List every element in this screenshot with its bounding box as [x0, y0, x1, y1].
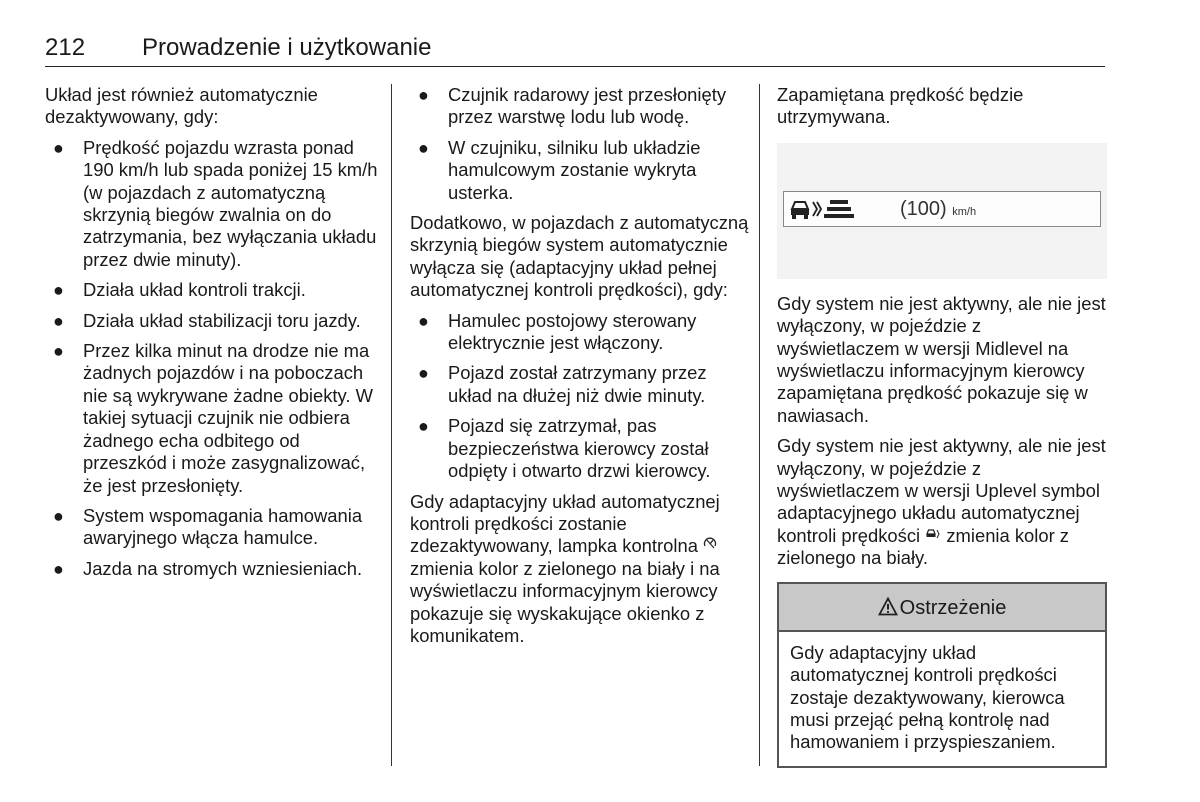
- page-number: 212: [45, 34, 86, 61]
- uplevel-paragraph: [777, 435, 1107, 569]
- bullet-icon: ●: [418, 137, 429, 158]
- intro-paragraph: Układ jest również automatycznie dezaktywowany, gdy:: [45, 84, 318, 128]
- bullet-icon: ●: [53, 137, 64, 158]
- list-item: [45, 310, 385, 332]
- control-lamp-paragraph: [410, 491, 750, 648]
- list-item-text: Prędkość pojazdu wzrasta ponad 190 km/h lub spada poniżej 15 km/h (w pojazdach z automatyczną skrzynią biegów zwalnia on do zatrzymania, bez wyłączania układu przez dwie minuty).: [83, 136, 378, 270]
- adaptive-cruise-icon: [788, 197, 822, 221]
- bullet-icon: ●: [53, 310, 64, 331]
- driver-info-display: [783, 191, 1101, 227]
- control-lamp-text-after: zmienia kolor z zielonego na biały i na wyświetlaczu informacyjnym kierowcy pokazuje się wyskakujące okienko z komunikatem.: [410, 557, 720, 646]
- page-header: [45, 30, 1105, 67]
- bullet-icon: ●: [53, 558, 64, 579]
- sensor-list: [410, 84, 750, 204]
- column-2: [410, 84, 750, 655]
- midlevel-paragraph: Gdy system nie jest aktywny, ale nie jest wyłączony, w pojeździe z wyświetlaczem w wersji Midlevel na wyświetlaczu informacyjnym kierowcy zapamiętana prędkość pokazuje się w nawiasach.: [777, 292, 1106, 426]
- column-divider-2: [759, 84, 760, 766]
- bullet-icon: ●: [53, 505, 64, 526]
- list-item-text: W czujniku, silniku lub układzie hamulcowym zostanie wykryta usterka.: [448, 136, 701, 203]
- automatic-gearbox-paragraph: Dodatkowo, w pojazdach z automatyczną skrzynią biegów system automatycznie wyłącza się (adaptacyjny układ pełnej automatycznej kontroli prędkości), gdy:: [410, 212, 749, 301]
- list-item-text: Pojazd został zatrzymany przez układ na dłużej niż dwie minuty.: [448, 362, 707, 406]
- list-item-text: System wspomagania hamowania awaryjnego włącza hamulce.: [83, 504, 363, 549]
- set-speed-value: (100): [900, 197, 947, 220]
- chapter-title: Prowadzenie i użytkowanie: [142, 34, 432, 61]
- list-item: [410, 84, 750, 129]
- list-item-text: Działa układ kontroli trakcji.: [83, 279, 306, 301]
- saved-speed-paragraph: Zapamiętana prędkość będzie utrzymywana.: [777, 84, 1024, 128]
- bullet-icon: ●: [53, 280, 64, 301]
- column-3: [777, 84, 1107, 768]
- warning-text: Gdy adaptacyjny układ automatycznej kontroli prędkości zostaje dezaktywowany, kierowca musi przejąć pełną kontrolę nad hamowaniem i przyspieszaniem.: [790, 641, 1065, 753]
- cruise-control-lamp-icon: [703, 535, 717, 557]
- bullet-icon: ●: [418, 363, 429, 384]
- list-item: [410, 310, 750, 355]
- bullet-icon: ●: [418, 310, 429, 331]
- list-item: [45, 137, 385, 271]
- list-item: [410, 137, 750, 204]
- distance-bars-icon: [824, 199, 854, 219]
- adaptive-cruise-icon: [925, 525, 941, 547]
- uplevel-text-after: zmienia kolor z zielonego na biały.: [777, 524, 1070, 569]
- uplevel-text-before: Gdy system nie jest aktywny, ale nie jest wyłączony, w pojeździe z wyświetlaczem w wersji Uplevel symbol adaptacyjnego układu automatycznej kontroli prędkości: [777, 435, 1106, 546]
- warning-title: Ostrzeżenie: [899, 596, 1007, 619]
- list-item-text: Działa układ stabilizacji toru jazdy.: [83, 309, 361, 331]
- list-item: [45, 279, 385, 301]
- list-item-text: Czujnik radarowy jest przesłonięty przez warstwę lodu lub wodę.: [448, 84, 727, 128]
- list-item-text: Hamulec postojowy sterowany elektrycznie jest włączony.: [448, 309, 697, 354]
- automatic-gearbox-list: [410, 310, 750, 483]
- bullet-icon: ●: [418, 416, 429, 437]
- bullet-icon: ●: [53, 341, 64, 362]
- column-divider-1: [391, 84, 392, 766]
- speed-unit: km/h: [952, 205, 977, 218]
- list-item-text: Przez kilka minut na drodze nie ma żadnych pojazdów i na poboczach nie są wykrywane żadne obiekty. W takiej sytuacji czujnik nie odbiera żadnego echa odbitego od przeszkód i może zasygnalizować, że jest przesłonięty.: [83, 340, 373, 496]
- warning-box: [777, 582, 1107, 768]
- warning-triangle-icon: [878, 586, 898, 634]
- warning-header: [779, 584, 1105, 632]
- list-item-text: Jazda na stromych wzniesieniach.: [83, 557, 363, 579]
- bullet-icon: ●: [418, 85, 429, 105]
- deactivation-list: [45, 137, 385, 580]
- display-illustration: [777, 143, 1107, 279]
- column-1: [45, 84, 385, 588]
- list-item: [45, 340, 385, 497]
- list-item-text: Pojazd się zatrzymał, pas bezpieczeństwa kierowcy został odpięty i otwarto drzwi kierowcy.: [448, 415, 711, 482]
- list-item: [410, 362, 750, 407]
- list-item: [45, 505, 385, 550]
- list-item: [410, 415, 750, 482]
- control-lamp-text-before: Gdy adaptacyjny układ automatycznej kontroli prędkości zostanie zdezaktywowany, lampka kontrolna: [410, 490, 720, 557]
- list-item: [45, 558, 385, 580]
- set-speed-readout: [900, 198, 976, 223]
